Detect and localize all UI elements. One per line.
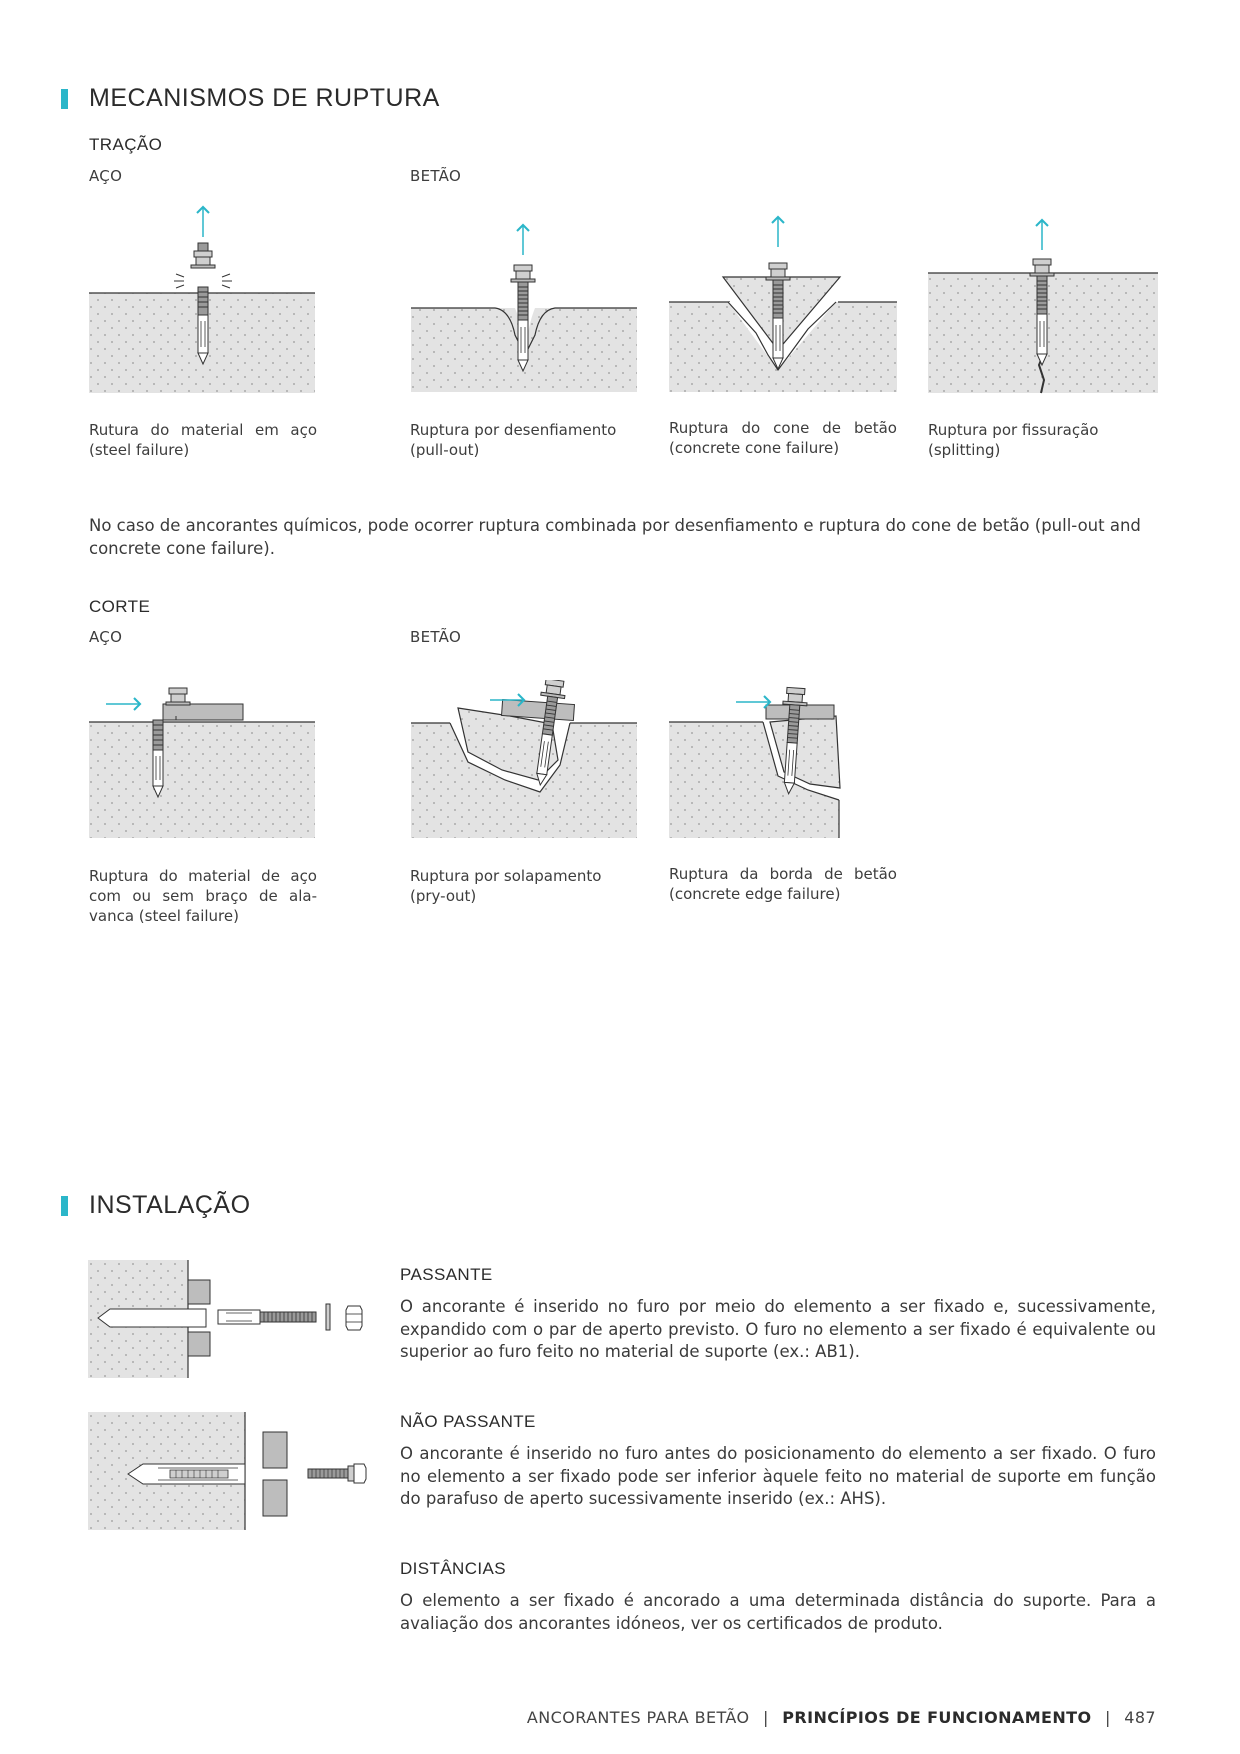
through-fixing-illustration: [88, 1260, 368, 1380]
concrete-cone-failure-illustration: [668, 205, 900, 395]
steel-failure-tension-illustration: [88, 205, 318, 395]
shear-heading: CORTE: [89, 597, 151, 616]
pre-positioned-fixing-illustration: [88, 1412, 388, 1532]
caption-pry-out: Ruptura por solapamento (pry-out): [410, 867, 602, 905]
install-heading-pre-positioned: NÃO PASSANTE: [400, 1412, 536, 1431]
page-number: 487: [1124, 1708, 1156, 1727]
section-title-failure: MECANISMOS DE RUPTURA: [89, 84, 440, 112]
traction-steel-label: AÇO: [89, 167, 123, 185]
pull-out-illustration: [410, 215, 640, 395]
pry-out-illustration: [410, 680, 640, 840]
section-title-install: INSTALAÇÃO: [89, 1191, 251, 1219]
chemical-anchor-note: No caso de ancorantes químicos, pode ocorrer ruptura combinada por desenfiamento e ruptura do cone de betão (pull-out and concrete cone failure).: [89, 516, 1141, 558]
shear-concrete-label: BETÃO: [410, 628, 462, 646]
caption-splitting: Ruptura por fissuração (splitting): [928, 421, 1099, 459]
traction-heading: TRAÇÃO: [89, 135, 163, 154]
install-text-distance: O elemento a ser fixado é ancorado a uma determinada distância do suporte. Para a avaliação dos ancorantes idóneos, ver os certificados de produto.: [400, 1591, 1156, 1633]
section-marker: [61, 1196, 68, 1216]
steel-failure-shear-illustration: [88, 680, 318, 840]
shear-steel-label: AÇO: [89, 628, 123, 646]
footer-chapter: PRINCÍPIOS DE FUNCIONAMENTO: [782, 1708, 1092, 1727]
install-text-through: O ancorante é inserido no furo por meio do elemento a ser fixado e, sucessivamente, expandido com o par de aperto previsto. O furo no elemento a ser fixado é equivalente ou superior ao furo feito no material de suporte (ex.: AB1).: [400, 1297, 1156, 1361]
install-heading-through: PASSANTE: [400, 1265, 493, 1284]
install-heading-distance: DISTÂNCIAS: [400, 1559, 507, 1578]
footer-separator: |: [762, 1708, 769, 1727]
install-text-pre-positioned: O ancorante é inserido no furo antes do posicionamento do elemento a ser fixado. O furo no elemento a ser fixado pode ser inferior àquele feito no material de suporte em função do parafuso de aperto sucessivamente inserido (ex.: AHS).: [400, 1444, 1156, 1508]
caption-pull-out: Ruptura por desenfiamento (pull-out): [410, 421, 617, 459]
splitting-illustration: [927, 205, 1161, 395]
traction-concrete-label: BETÃO: [410, 167, 462, 185]
caption-concrete-edge: Ruptura da borda de betão (concrete edge failure): [669, 865, 897, 903]
caption-steel-failure: Rutura do material em aço (steel failure): [89, 421, 317, 459]
section-marker: [61, 89, 68, 109]
page-footer: [527, 1708, 1156, 1727]
footer-category: ANCORANTES PARA BETÃO: [526, 1708, 750, 1727]
footer-separator: |: [1104, 1708, 1111, 1727]
caption-concrete-cone: Ruptura do cone de betão (concrete cone failure): [669, 419, 897, 457]
caption-shear-steel-failure: Ruptura do material de aço com ou sem braço de ala-vanca (steel failure): [89, 867, 317, 925]
concrete-edge-failure-illustration: [668, 680, 848, 840]
